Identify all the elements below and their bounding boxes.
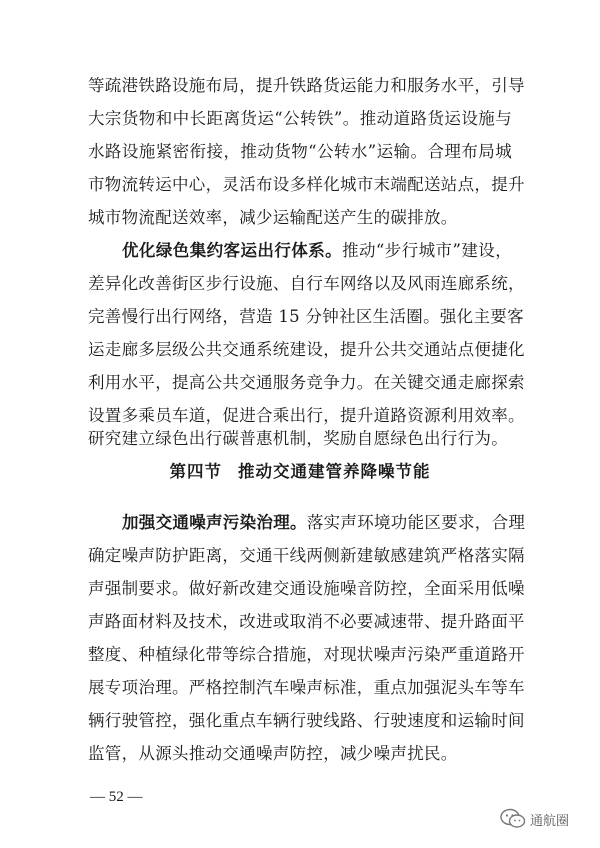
paragraph-lead-bold: 加强交通噪声污染治理。 [122,513,307,532]
section-heading [0,461,600,483]
text-line: 水路设施紧密衔接，推动货物“公转水”运输。合理布局城 [88,142,512,161]
text-line: 整度、种植绿化带等综合措施，对现状噪声污染严重道路开 [88,645,525,664]
text-line: 差异化改善街区步行设施、自行车网络以及风雨连廊系统， [88,274,525,293]
section-title: 推动交通建管养降噪节能 [238,462,431,481]
paragraph-lead-line [122,512,526,534]
wechat-icon [500,808,526,830]
text-line: 设置多乘员车道，促进合乘出行，提升道路资源利用效率。 [88,406,525,425]
text-line: 监管，从源头推动交通噪声防控，减少噪声扰民。 [88,744,458,763]
text-line: 市物流转运中心，灵活布设多样化城市末端配送站点，提升 [88,175,525,194]
text-line: 利用水平，提高公共交通服务竞争力。在关键交通走廊探索 [88,373,525,392]
text-line: 声路面材料及技术，改进或取消不必要减速带、提升路面平 [88,612,525,631]
paragraph-lead-line [122,240,512,262]
text-line: 声强制要求。做好新改建交通设施噪音防控，全面采用低噪 [88,579,525,598]
text-line: 辆行驶管控，强化重点车辆行驶线路、行驶速度和运输时间 [88,711,525,730]
watermark-text: 通航圈 [530,813,570,829]
text-line: 城市物流配送效率，减少运输配送产生的碳排放。 [88,208,458,227]
text-line: 展专项治理。严格控制汽车噪声标准，重点加强泥头车等车 [88,678,525,697]
section-number: 第四节 [169,462,222,481]
paragraph-lead-text: 推动“步行城市”建设， [342,241,513,260]
text-line: 运走廊多层级公共交通系统建设，提升公共交通站点便捷化 [88,340,525,359]
text-line: 大宗货物和中长距离货运“公转铁”。推动道路货运设施与 [88,109,512,128]
text-line: 确定噪声防护距离，交通干线两侧新建敏感建筑严格落实隔 [88,546,525,565]
page-number: — 52 — [90,789,143,805]
paragraph-lead-text: 落实声环境功能区要求，合理 [306,513,526,532]
text-line: 等疏港铁路设施布局，提升铁路货运能力和服务水平，引导 [88,76,525,95]
text-line: 完善慢行出行网络，营造 15 分钟社区生活圈。强化主要客 [88,307,524,326]
paragraph-lead-bold: 优化绿色集约客运出行体系。 [122,241,343,260]
text-line: 研究建立绿色出行碳普惠机制，奖励自愿绿色出行行为。 [88,429,508,448]
watermark [500,806,569,832]
